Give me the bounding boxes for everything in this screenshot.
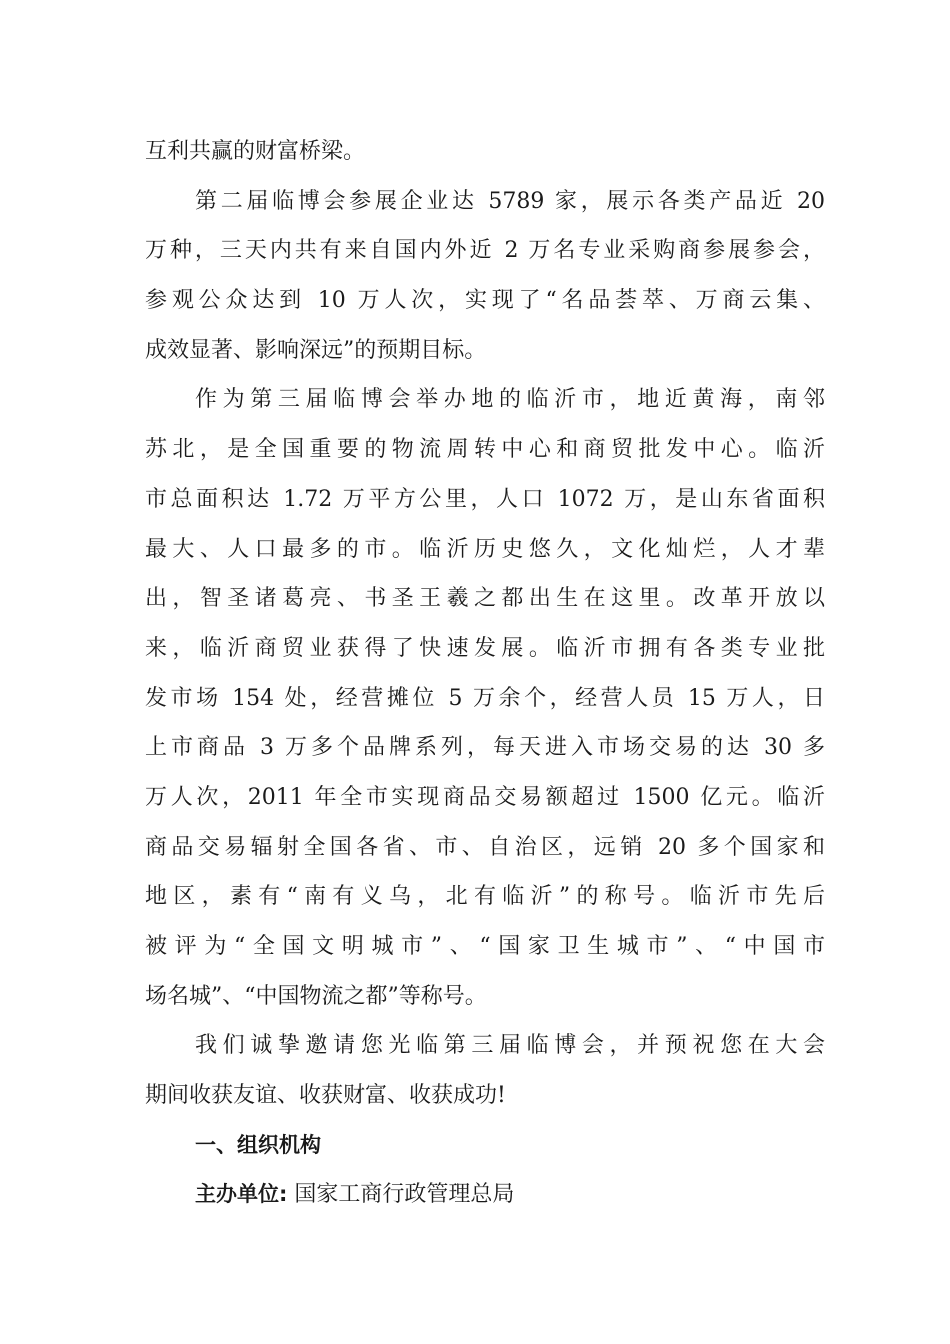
paragraph-line: 发市场 154 处，经营摊位 5 万余个，经营人员 15 万人，日: [145, 685, 825, 711]
paragraph-line: 万人次，2011 年全市实现商品交易额超过 1500 亿元。临沂: [145, 784, 825, 810]
paragraph-line: 第二届临博会参展企业达 5789 家，展示各类产品近 20: [195, 188, 825, 214]
paragraph-line: 成效显著、影响深远”的预期目标。: [145, 337, 487, 363]
paragraph-line: 被评为“全国文明城市”、“国家卫生城市”、“中国市: [145, 934, 825, 959]
paragraph-line: 参观公众达到 10 万人次，实现了“名品荟萃、万商云集、: [145, 288, 825, 314]
paragraph-line: 苏北，是全国重要的物流周转中心和商贸批发中心。临沂: [145, 437, 825, 463]
paragraph-line: 万种，三天内共有来自国内外近 2 万名专业采购商参展参会，: [145, 238, 825, 264]
paragraph-line: 来，临沂商贸业获得了快速发展。临沂市拥有各类专业批: [145, 635, 825, 661]
paragraph-line: 上市商品 3 万多个品牌系列，每天进入市场交易的达 30 多: [145, 735, 825, 761]
organizer-line: [145, 1170, 825, 1220]
organizer-label: 主办单位:: [195, 1182, 288, 1207]
paragraph-line: 期间收获友谊、收获财富、收获成功!: [145, 1083, 506, 1109]
paragraph-line: 商品交易辐射全国各省、市、自治区，远销 20 多个国家和: [145, 834, 825, 860]
paragraph-line: 市总面积达 1.72 万平方公里，人口 1072 万，是山东省面积: [145, 486, 825, 512]
paragraph-line: 我们诚挚邀请您光临第三届临博会，并预祝您在大会: [195, 1033, 825, 1059]
paragraph-line: 作为第三届临博会举办地的临沂市，地近黄海，南邻: [195, 387, 825, 413]
organizer-value: 国家工商行政管理总局: [287, 1182, 515, 1208]
paragraph-line: 最大、人口最多的市。临沂历史悠久，文化灿烂，人才辈: [145, 536, 825, 562]
document-body: [145, 127, 825, 1220]
paragraph-line: 地区，素有“南有义乌，北有临沂”的称号。临沂市先后: [145, 884, 825, 910]
paragraph-line: 出，智圣诸葛亮、书圣王羲之都出生在这里。改革开放以: [145, 586, 825, 612]
paragraph-line: 场名城”、“中国物流之都”等称号。: [145, 983, 487, 1009]
section-heading: 一、组织机构: [195, 1132, 321, 1157]
paragraph-line: 互利共赢的财富桥梁。: [145, 139, 366, 164]
